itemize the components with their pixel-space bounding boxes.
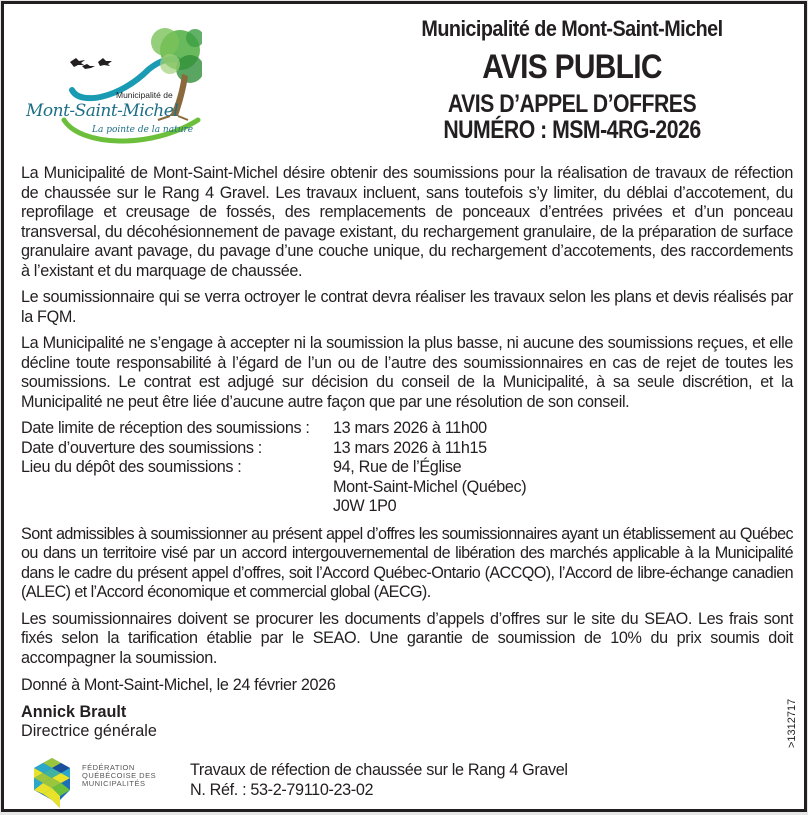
fqm-name: FÉDÉRATION QUÉBÉCOISE DES MUNICIPALITÉS bbox=[82, 763, 157, 788]
location-postal-code: J0W 1P0 bbox=[333, 497, 397, 515]
municipality-logo bbox=[20, 14, 202, 154]
fqm-logo bbox=[30, 756, 180, 810]
opening-value: 13 mars 2026 à 11h15 bbox=[333, 438, 487, 457]
birds-icon bbox=[70, 58, 112, 69]
notice-title: AVIS PUBLIC bbox=[482, 48, 662, 86]
fqm-hexagon-icon bbox=[30, 756, 74, 810]
opening-label: Date d’ouverture des soumissions : bbox=[21, 438, 262, 457]
signatory-title: Directrice générale bbox=[21, 722, 157, 740]
svg-text:La pointe de la nature: La pointe de la nature bbox=[92, 125, 194, 135]
submission-details bbox=[21, 419, 793, 517]
tender-number: NUMÉRO : MSM-4RG-2026 bbox=[443, 116, 701, 144]
deadline-label: Date limite de réception des soumissions : bbox=[21, 419, 310, 437]
location-street: 94, Rue de l’Église bbox=[333, 458, 462, 476]
location-city: Mont-Saint-Michel (Québec) bbox=[333, 477, 527, 496]
signatory-name: Annick Brault bbox=[21, 702, 127, 721]
paragraph-description: La Municipalité de Mont-Saint-Michel désire obtenir des soumissions pour la réalisation de travaux de réfection de chaussée sur le Rang 4 Gravel. Les travaux incluent, sans toutefois s’y limiter, du déblai d’accotement, du reprofilage et creusage de fossés, des remplacements de ponceaux d’entrées privées et d’un ponceau transversal, du décohésionnement de pavage existant, du rechargement granulaire, de la préparation de surface granulaire avant pavage, du pavage d’une couche unique, du rechargement d’accotements, des raccordements à l’existant et du marquage de chaussée. bbox=[21, 164, 793, 280]
ad-number: >1312717 bbox=[786, 698, 798, 748]
notice-header bbox=[344, 10, 800, 143]
location-label-empty bbox=[21, 497, 333, 517]
paragraph-eligibility: Sont admissibles à soumissionner au présent appel d’offres les soumissionnaires ayant un établissement au Québec ou dans un territoire visé par un accord intergouvernemental de libération des marchés applicable à la Municipalité dans le cadre du présent appel d’offres, soit l’Accord Québec-Ontario (ACCQO), l’Accord de libre-échange canadien (ALEC) et l’Accord économique et commercial global (AECG). bbox=[21, 524, 793, 601]
svg-text:Mont-Saint-Michel: Mont-Saint-Michel bbox=[26, 101, 179, 121]
deadline-value: 13 mars 2026 à 11h00 bbox=[333, 419, 487, 437]
svg-text:Municipalité de: Municipalité de bbox=[116, 90, 173, 100]
public-notice bbox=[1, 1, 807, 812]
paragraph-contractor: Le soumissionnaire qui se verra octroyer le contrat devra réaliser les travaux selon les plans et devis réalisés par la FQM. bbox=[21, 288, 793, 326]
footer-reference bbox=[190, 760, 568, 800]
location-label: Lieu du dépôt des soumissions : bbox=[21, 458, 242, 476]
project-name: Travaux de réfection de chaussée sur le Rang 4 Gravel bbox=[190, 761, 568, 779]
notice-body bbox=[21, 164, 793, 742]
notice-subtitle: AVIS D’APPEL D’OFFRES bbox=[447, 90, 697, 118]
municipality-name: Municipalité de Mont-Saint-Michel bbox=[421, 16, 723, 41]
reference-number: N. Réf. : 53-2-79110-23-02 bbox=[190, 781, 374, 799]
tree-logo-icon bbox=[20, 14, 202, 154]
given-at: Donné à Mont-Saint-Michel, le 24 février 2026 bbox=[21, 676, 336, 694]
tree-canopy-icon bbox=[151, 28, 202, 83]
location-label-empty bbox=[21, 478, 333, 498]
paragraph-disclaimer: La Municipalité ne s’engage à accepter ni la soumission la plus basse, ni aucune des soumissions reçues, et elle décline toute responsabilité à l’égard de l’un ou de l’autre des soumissionnaires en cas de rejet de toutes les soumissions. Le contrat est adjugé sur décision du conseil de la Municipalité, à sa seule discrétion, et la Municipalité ne peut être liée d’aucune autre façon que par une résolution de son conseil. bbox=[21, 334, 793, 411]
paragraph-seao: Les soumissionnaires doivent se procurer les documents d’appels d’offres sur le site du SEAO. Les frais sont fixés selon la tarification établie par le SEAO. Une garantie de soumission de 10% du prix soumis doit accompagner la soumission. bbox=[21, 609, 793, 667]
